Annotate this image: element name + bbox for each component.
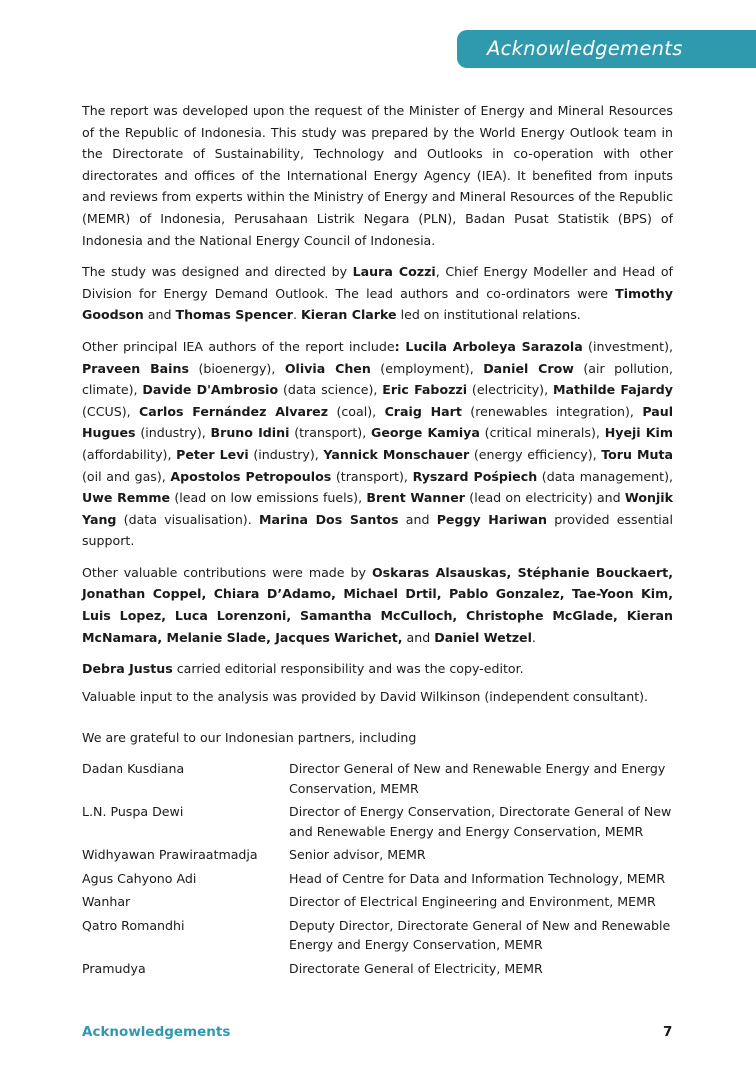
partner-row [82,892,673,916]
partner-row [82,759,673,802]
author-role: and [398,511,437,527]
author-name: Bruno Idini [210,425,290,441]
partner-title: Directorate General of Electricity, MEMR [289,960,543,976]
author-role: (CCUS), [82,403,140,419]
author-name: Ryszard Pośpiech [412,468,538,484]
paragraph-editor: Debra Justus carried editorial responsibility and was the copy-editor. [82,661,524,677]
author-role: (investment), [582,338,674,354]
author-name: Olivia Chen [284,360,371,376]
partner-row [82,959,673,983]
paragraph-consultant: Valuable input to the analysis was provided by David Wilkinson (independent consultant). [82,688,649,704]
partner-row [82,845,673,869]
author-role: (coal), [328,403,385,419]
partner-name: Dadan Kusdiana [82,761,185,777]
author-name: Toru Muta [601,446,673,462]
partners-intro: We are grateful to our Indonesian partners, including [82,730,417,746]
author-name: Daniel Crow [483,360,574,376]
author-role: (air pollution, climate), [82,360,673,398]
partner-row [82,802,673,845]
author-role: (renewables integration), [461,403,643,419]
author-role: (lead on electricity) and [465,490,625,506]
partners-table [82,759,673,982]
author-role: (critical minerals), [479,425,605,441]
author-role: (industry), [248,446,324,462]
author-name: Mathilde Fajardy [552,382,673,398]
partner-name: Widhyawan Prawiraatmadja [82,847,258,863]
author-name: Brent Wanner [366,490,465,506]
author-name: Peggy Hariwan [436,511,547,527]
author-name: Paul Hugues [82,403,674,441]
author-role: (electricity), [467,382,553,398]
partner-row [82,916,673,959]
partner-name: Pramudya [82,960,146,976]
author-role: provided essential support. [82,511,673,549]
partner-name: L.N. Puspa Dewi [82,804,184,820]
author-role: (transport), [289,425,371,441]
author-name: Apostolos Petropoulos [170,468,332,484]
person-name: Thomas Spencer [175,307,294,323]
author-name: Peter Levi [176,446,249,462]
footer-section-label: Acknowledgements [82,1024,231,1040]
author-name: Praveen Bains [82,360,189,376]
person-name: Kieran Clarke [301,307,397,323]
person-name: Debra Justus [82,661,173,677]
paragraph-directors: The study was designed and directed by Laura Cozzi, Chief Energy Modeller and Head of Division for Energy Demand Outlook. The lead authors and co-ordinators were Timothy Goodson and Thomas Spencer. Kieran Clarke led on institutional relations. [82,264,673,323]
author-role: (data science), [278,382,383,398]
author-role: (lead on low emissions fuels), [170,490,367,506]
person-name: Timothy Goodson [82,285,673,323]
author-name: Craig Hart [384,403,462,419]
partner-title: Director of Energy Conservation, Directorate General of New and Renewable Energy and Energy Conservation, MEMR [289,804,672,839]
partner-name: Qatro Romandhi [82,917,185,933]
section-title-banner: Acknowledgements [457,30,756,68]
author-role: (bioenergy), [188,360,285,376]
author-name: Eric Fabozzi [382,382,468,398]
paragraph-intro: The report was developed upon the request of the Minister of Energy and Mineral Resources of the Republic of Indonesia. This study was prepared by the World Energy Outlook team in the Directorate of Sustainability, Technology and Outlooks in co-operation with other directorates and offices of the International Energy Agency (IEA). It benefited from inputs and reviews from experts within the Ministry of Energy and Mineral Resources of the Republic (MEMR) of Indonesia, Perusahaan Listrik Negara (PLN), Badan Pusat Statistik (BPS) of Indonesia and the National Energy Council of Indonesia. [82,103,673,248]
author-name: Wonjik Yang [82,490,673,527]
author-name: George Kamiya [371,425,480,441]
author-role: (data management), [537,468,673,484]
author-name: Uwe Remme [82,490,171,506]
author-role: (affordability), [82,446,177,462]
author-role: (transport), [331,468,413,484]
author-name: Carlos Fernández Alvarez [139,403,329,419]
person-name: Daniel Wetzel [434,629,532,645]
author-role: (oil and gas), [82,468,171,484]
contributor-names: Oskaras Alsauskas, Stéphanie Bouckaert, Jonathan Coppel, Chiara D’Adamo, Michael Drtil, Pablo Gonzalez, Tae-Yoon Kim, Luis Lopez, Luca Lorenzoni, Samantha McCulloch, Christophe McGlade, Kieran McNamara, Melanie Slade, Jacques Warichet, [82,564,673,645]
partner-name: Wanhar [82,894,131,910]
partner-title: Director of Electrical Engineering and Environment, MEMR [289,894,656,910]
acknowledgements-body [82,100,673,982]
author-name: Marina Dos Santos [258,511,399,527]
author-name: Lucila Arboleya Sarazola [405,338,583,354]
author-name: Yannick Monschauer [323,446,470,462]
author-role: (energy efficiency), [469,446,602,462]
partner-title: Senior advisor, MEMR [289,847,426,863]
partner-title: Deputy Director, Directorate General of New and Renewable Energy and Energy Conservation, MEMR [289,917,671,953]
partner-title: Head of Centre for Data and Information Technology, MEMR [289,870,666,886]
partner-row [82,869,673,893]
author-name: Hyeji Kim [604,425,673,441]
author-role: (employment), [370,360,484,376]
person-name: Laura Cozzi [352,264,436,280]
partner-name: Agus Cahyono Adi [82,870,197,886]
paragraph-contributors: Other valuable contributions were made by Oskaras Alsauskas, Stéphanie Bouckaert, Jonathan Coppel, Chiara D’Adamo, Michael Drtil, Pablo Gonzalez, Tae-Yoon Kim, Luis Lopez, Luca Lorenzoni, Samantha McCulloch, Christophe McGlade, Kieran McNamara, Melanie Slade, Jacques Warichet, and Daniel Wetzel. [82,564,673,645]
paragraph-authors: Other principal IEA authors of the report include: Lucila Arboleya Sarazola (investment), Praveen Bains (bioenergy), Olivia Chen (employment), Daniel Crow (air pollution, climate), Davide D'Ambrosio (data science), Eric Fabozzi (electricity), Mathilde Fajardy (CCUS), Carlos Fernández Alvarez (coal), Craig Hart (renewables integration), Paul Hugues (industry), Bruno Idini (transport), George Kamiya (critical minerals), Hyeji Kim (affordability), Peter Levi (industry), Yannick Monschauer (energy efficiency), Toru Muta (oil and gas), Apostolos Petropoulos (transport), Ryszard Pośpiech (data management), Uwe Remme (lead on low emissions fuels), Brent Wanner (lead on electricity) and Wonjik Yang (data visualisation). Marina Dos Santos and Peggy Hariwan provided essential support. [82,338,674,549]
author-name: Davide D'Ambrosio [142,382,279,398]
author-role: (data visualisation). [116,511,259,527]
page-number: 7 [663,1024,673,1040]
partner-title: Director General of New and Renewable Energy and Energy Conservation, MEMR [289,761,666,796]
author-role: (industry), [135,425,211,441]
